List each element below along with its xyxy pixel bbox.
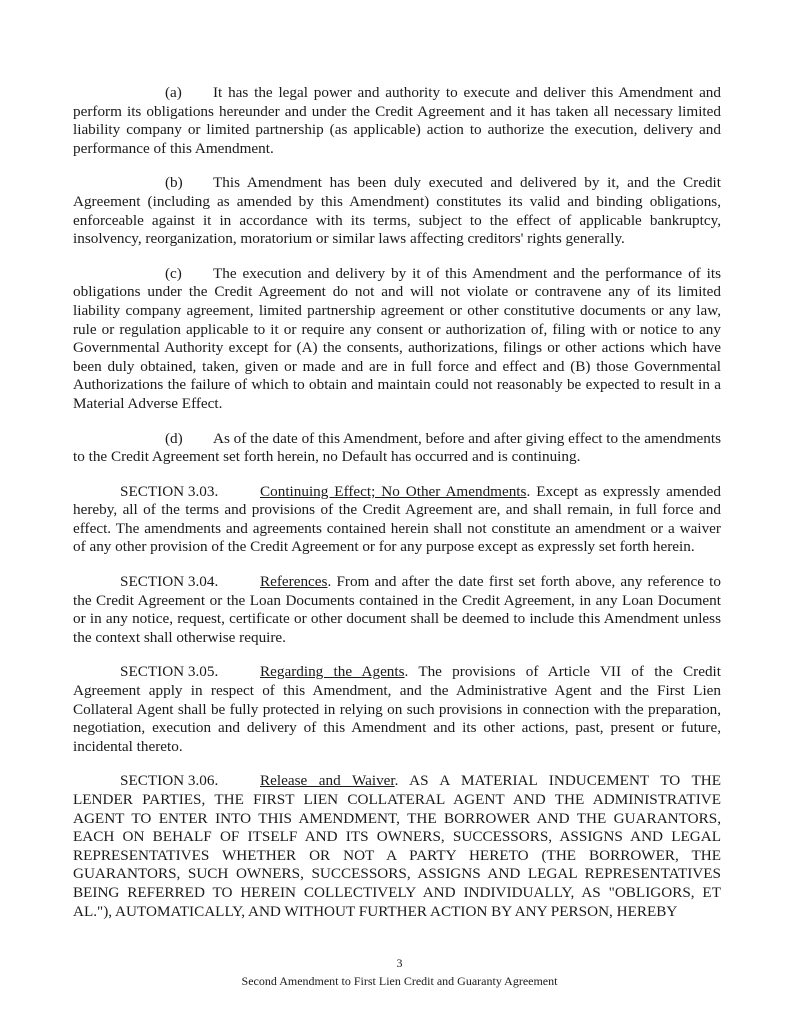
section-3-03 <box>73 483 721 557</box>
section-3-03-number: SECTION 3.03. <box>120 482 219 500</box>
section-3-06 <box>73 772 721 921</box>
paragraph-c-label: (c) <box>165 264 182 282</box>
section-3-03-text: . Except as expressly amended hereby, all of the terms and provisions of the Credit Agreement are, and shall remain, in full force and effect. The amendments and agreements contained herein shall not constitute an amendment or a waiver of any other provision of the Credit Agreement or for any purpose except as expressly set forth herein. <box>73 482 722 556</box>
section-3-06-number: SECTION 3.06. <box>120 772 219 790</box>
section-3-06-text: . AS A MATERIAL INDUCEMENT TO THE LENDER PARTIES, THE FIRST LIEN COLLATERAL AGENT AND THE ADMINISTRATIVE AGENT TO ENTER INTO THIS AMENDMENT, THE BORROWER AND THE GUARANTORS, EACH ON BEHALF OF ITSELF AND ITS OWNERS, SUCCESSORS, ASSIGNS AND LEGAL REPRESENTATIVES WHETHER OR NOT A PARTY HERETO (THE BORROWER, THE GUARANTORS, SUCH OWNERS, SUCCESSORS, ASSIGNS AND LEGAL REPRESENTATIVES BEING REFERRED TO HEREIN COLLECTIVELY AND INDIVIDUALLY, AS "OBLIGORS, ET AL."), AUTOMATICALLY, AND WITHOUT FURTHER ACTION BY ANY PERSON, HEREBY <box>73 772 722 920</box>
paragraph-a-label: (a) <box>165 84 182 101</box>
section-3-05-heading: Regarding the Agents <box>260 663 405 681</box>
paragraph-a <box>73 84 721 158</box>
paragraph-b-text: This Amendment has been duly executed and delivered by it, and the Credit Agreement (including as amended by this Amendment) constitutes its valid and binding obligations, enforceable against it in accordance with its terms, subject to the effect of applicable bankruptcy, insolvency, reorganization, moratorium or similar laws affecting creditors' rights generally. <box>73 174 721 248</box>
footer-title: Second Amendment to First Lien Credit and Guaranty Agreement <box>241 974 558 988</box>
section-3-04-heading: References <box>260 573 328 591</box>
paragraph-c-text: The execution and delivery by it of this Amendment and the performance of its obligations under the Credit Agreement do not and will not violate or contravene any of its limited liability company agreement, limited partnership agreement or other constitutive documents or any law, rule or regulation applicable to it or require any consent or authorization of, filing with or notice to any Governmental Authority except for (A) the consents, authorizations, filings or other actions which have been duly obtained, taken, given or made and are in full force and effect and (B) those Governmental Authorizations the failure of which to obtain and maintain could not reasonably be expected to result in a Material Adverse Effect. <box>73 264 721 412</box>
section-3-03-heading: Continuing Effect; No Other Amendments <box>260 482 527 500</box>
section-3-05-text: . The provisions of Article VII of the Credit Agreement apply in respect of this Amendment, and the Administrative Agent and the First Lien Collateral Agent shall be fully protected in relying on such provisions in connection with the preparation, negotiation, execution and delivery of this Amendment and its other actions, past, present or future, incidental thereto. <box>73 663 721 755</box>
page-number: 3 <box>396 956 403 970</box>
paragraph-b-label: (b) <box>165 174 183 192</box>
paragraph-d-text: As of the date of this Amendment, before and after giving effect to the amendments to the Credit Agreement set forth herein, no Default has occurred and is continuing. <box>73 429 721 466</box>
section-3-04-number: SECTION 3.04. <box>120 573 219 591</box>
paragraph-c <box>73 265 721 414</box>
paragraph-d <box>73 430 721 467</box>
section-3-04 <box>73 573 721 647</box>
paragraph-b <box>73 174 721 248</box>
section-3-04-text: . From and after the date first set forth above, any reference to the Credit Agreement or the Loan Documents contained in the Credit Agreement, in any Loan Document or in any notice, request, certificate or other document shall be deemed to include this Amendment unless the context shall otherwise require. <box>73 573 721 646</box>
paragraph-a-text: It has the legal power and authority to execute and deliver this Amendment and perform its obligations hereunder and under the Credit Agreement and it has taken all necessary limited liability company or limited partnership (as applicable) action to authorize the execution, delivery and performance of this Amendment. <box>73 84 721 157</box>
section-3-06-heading: Release and Waiver <box>260 772 395 790</box>
document-body <box>73 84 721 937</box>
section-3-05-number: SECTION 3.05. <box>120 663 219 681</box>
paragraph-d-label: (d) <box>165 429 183 447</box>
section-3-05 <box>73 663 721 756</box>
